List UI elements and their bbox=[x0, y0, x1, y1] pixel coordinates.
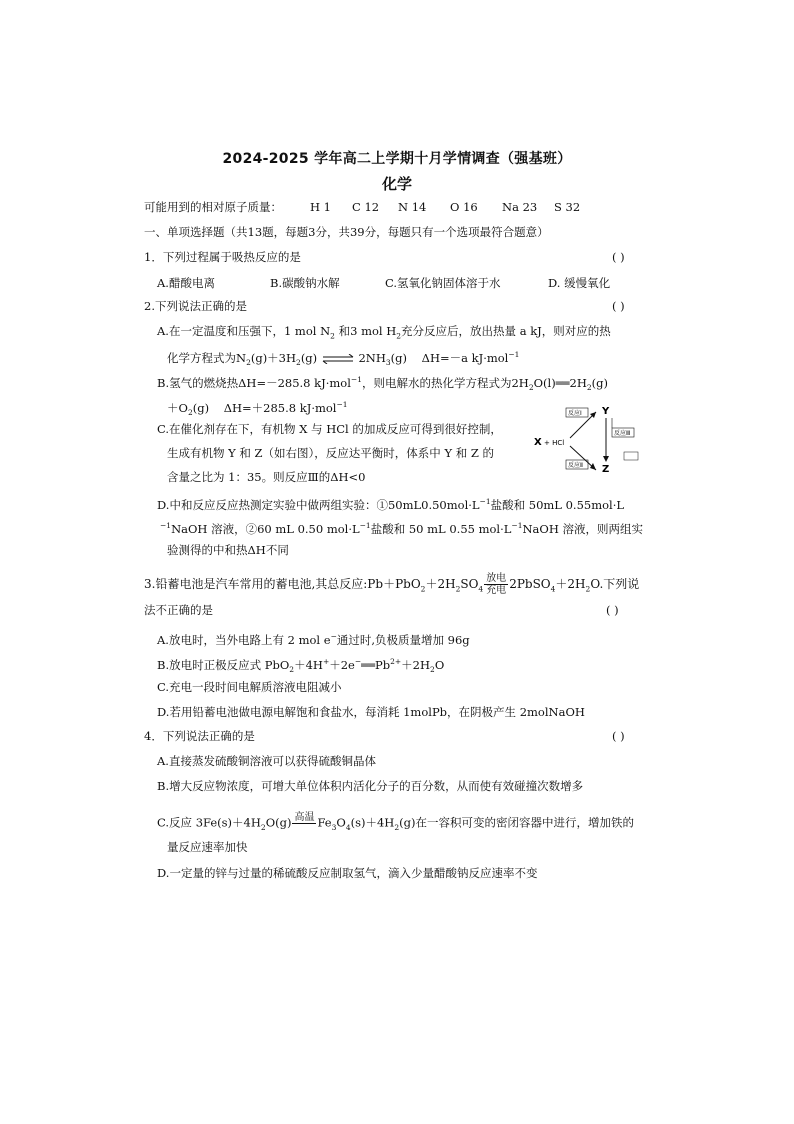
q2-option-a-line1: A.在一定温度和压强下，1 mol $N_2$ 和3 mol $H_2$充分反应后，放出热量 a kJ，则对应的热 bbox=[157, 324, 611, 341]
high-temp-label: 高温 bbox=[294, 812, 315, 823]
q4-c-text2: 在一容积可变的密闭容器中进行，增加铁的 bbox=[415, 815, 634, 830]
q2-b-text2: ，则电解水的热化学方程式为 bbox=[361, 375, 512, 390]
exam-title: 2024-2025 学年高二上学期十月学情调查（强基班） bbox=[222, 151, 572, 167]
discharge-charge-arrow bbox=[484, 573, 508, 596]
q2-option-b-line1: B.氢气的燃烧热ΔH=－285.8 kJ·mol$^{-1}$，则电解水的热化学方程式为$2H_2O(l)══2H_2(g)$ bbox=[157, 375, 609, 393]
q4-c-text1: C.反应 3Fe(s)＋4H bbox=[157, 815, 261, 830]
q2-option-d-line1: D.中和反应反应热测定实验中做两组实验：$①50mL0.50mol\cdot L^{-1}$盐酸和 50mL 0.55mol·L bbox=[157, 497, 624, 512]
q2-b-text1: B.氢气的燃烧热ΔH=－285.8 kJ·mol bbox=[157, 375, 351, 390]
q1-option-b: B.碳酸钠水解 bbox=[270, 276, 340, 290]
diagram-y-label: Y bbox=[602, 406, 610, 417]
q2-a-text1: A.在一定温度和压强下，1 mol N bbox=[157, 324, 331, 338]
high-temp-condition bbox=[292, 812, 316, 835]
q2-option-d-line2: $^{-1}$NaOH 溶液，②60 mL 0.50 $mol\cdot L^{-1}$盐酸和 50 mL 0.55 $mol\cdot L^{-1}NaOH$ 溶液，则两组实 bbox=[160, 521, 643, 536]
answer-paren-3: ( ) bbox=[606, 603, 619, 617]
atomic-masses-label: 可能用到的相对原子质量： bbox=[144, 200, 282, 214]
q2-d-text1: D.中和反应反应热测定实验中做两组实验：①50mL0.50mol·L bbox=[157, 497, 480, 512]
q2-d-text4: 盐酸和 50 mL 0.55 mol·L bbox=[370, 521, 512, 536]
q3-b-text: B.放电时正极反应式 PbO bbox=[157, 657, 290, 672]
question-3-stem-line2: 法不正确的是 bbox=[144, 603, 213, 617]
q3-option-a: A.放电时，当外电路上有 2 mol e−通过时,负极质量增加 96g bbox=[157, 632, 470, 647]
q3-stem-text2: .下列说 bbox=[599, 577, 640, 591]
q2-option-c-line2: 生成有机物 Y 和 Z（如右图），反应达平衡时，体系中 Y 和 Z 的 bbox=[167, 446, 495, 460]
reaction-pathway-diagram bbox=[532, 400, 652, 480]
q3-a-text2: 通过时,负极质量增加 96g bbox=[336, 632, 470, 647]
diagram-r2-label: 反应Ⅱ bbox=[568, 462, 583, 469]
q3-a-text1: A.放电时，当外电路上有 2 mol e bbox=[157, 632, 331, 647]
answer-paren-1: ( ) bbox=[612, 250, 625, 264]
question-2-stem: 2.下列说法正确的是 bbox=[144, 299, 247, 313]
reversible-arrow-icon bbox=[321, 354, 355, 364]
q2-option-c-line1: C.在催化剂存在下，有机物 X 与 HCl 的加成反应可得到很好控制， bbox=[157, 422, 502, 436]
q3-option-d: D.若用铅蓄电池做电源电解饱和食盐水，每消耗 1molPb，在阴极产生 2molNaOH bbox=[157, 705, 585, 719]
mass-c: C 12 bbox=[352, 200, 380, 214]
q4-option-c-line1: C.反应 $3Fe(s)+4H_2O(g)$ 高温 $Fe_3O_4(s)+4H_2(g)$在一容积可变的密闭容器中进行，增加铁的 bbox=[157, 812, 634, 835]
diagram-hcl-label: + HCl bbox=[544, 439, 565, 447]
diagram-x-label: X bbox=[534, 437, 542, 448]
discharge-label: 放电 bbox=[486, 573, 507, 584]
q4-option-d: D.一定量的锌与过量的稀硫酸反应制取氢气，滴入少量醋酸钠反应速率不变 bbox=[157, 866, 538, 880]
diagram-r3-label: 反应Ⅲ bbox=[614, 430, 631, 437]
q2-option-d-line3: 验测得的中和热ΔH不同 bbox=[167, 543, 289, 557]
q2-d-text2: 盐酸和 50mL 0.55mol·L bbox=[490, 497, 624, 512]
mass-h: H 1 bbox=[310, 200, 332, 214]
q4-option-a: A.直接蒸发硫酸铜溶液可以获得硫酸铜晶体 bbox=[157, 754, 376, 768]
q2-d-text3: NaOH 溶液，②60 mL 0.50 mol·L bbox=[171, 521, 360, 536]
q2-a-text2: 和3 mol H bbox=[338, 324, 397, 338]
mass-o: O 16 bbox=[450, 200, 478, 214]
exam-subject: 化学 bbox=[381, 175, 412, 193]
q3-option-c: C.充电一段时间电解质溶液电阻减小 bbox=[157, 680, 342, 694]
q2-a-dh: ΔH=－a kJ·mol bbox=[421, 350, 509, 365]
q1-option-a: A.醋酸电离 bbox=[157, 276, 215, 290]
q2-option-c-line3: 含量之比为 1：35。则反应Ⅲ的ΔH<0 bbox=[167, 470, 366, 484]
q1-option-d: D. 缓慢氧化 bbox=[548, 276, 611, 290]
q2-b-dh: ΔH=＋285.8 kJ·mol bbox=[223, 400, 337, 415]
section-heading: 一、单项选择题（共13题，每题3分，共39分，每题只有一个选项最符合题意） bbox=[144, 225, 549, 239]
q3-stem-text1: 3.铅蓄电池是汽车常用的蓄电池,其总反应:Pb＋PbO bbox=[144, 577, 421, 591]
q3-option-b: B.放电时正极反应式 $PbO_2+4H^++2e^-══Pb^{2+}+2H_2O$ bbox=[157, 657, 445, 675]
q4-option-c-line2: 量反应速率加快 bbox=[167, 840, 248, 854]
answer-paren-4: ( ) bbox=[612, 729, 625, 743]
diagram-z-label: Z bbox=[602, 464, 610, 475]
mass-na: Na 23 bbox=[502, 200, 538, 214]
q2-a-text4: 化学方程式为 bbox=[167, 350, 236, 365]
answer-paren-2: ( ) bbox=[612, 299, 625, 313]
q4-option-b: B.增大反应物浓度，可增大单位体积内活化分子的百分数，从而使有效碰撞次数增多 bbox=[157, 779, 584, 793]
diagram-r1-label: 反应Ⅰ bbox=[568, 410, 582, 417]
question-1-stem: 1．下列过程属于吸热反应的是 bbox=[144, 250, 301, 264]
atomic-masses-line bbox=[144, 200, 282, 214]
question-4-stem: 4．下列说法正确的是 bbox=[144, 729, 255, 743]
q2-option-a-line2: 化学方程式为$N_2(g)+3H_2(g)$ $2NH_3(g)$ ΔH=－a kJ·mol$^{-1}$ bbox=[167, 350, 520, 368]
charge-label: 充电 bbox=[486, 585, 507, 596]
q2-a-text3: 充分反应后，放出热量 a kJ，则对应的热 bbox=[401, 324, 611, 338]
question-3-stem-line1: 3.铅蓄电池是汽车常用的蓄电池,其总反应$:Pb+PbO_2+2H_2SO_4$ $\frac{\text{放电}}{\text{充电}}$ $2PbSO_4+2H_2O$.下列说 bbox=[144, 573, 640, 596]
q2-d-text5: NaOH 溶液，则两组实 bbox=[522, 521, 643, 536]
q1-option-c: C.氢氧化钠固体溶于水 bbox=[385, 276, 501, 290]
mass-n: N 14 bbox=[398, 200, 427, 214]
q2-option-b-line2: $+O_2(g)$ ΔH=＋285.8 kJ·mol$^{-1}$ bbox=[167, 400, 348, 418]
mass-s: S 32 bbox=[554, 200, 581, 214]
